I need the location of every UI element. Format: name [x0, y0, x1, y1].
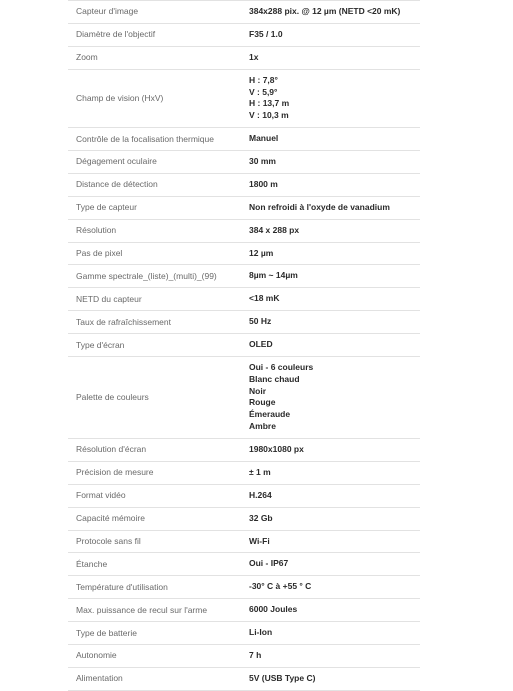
- spec-row: [68, 622, 420, 645]
- spec-value: [246, 507, 420, 530]
- spec-value-line: 384x288 pix. @ 12 µm (NETD <20 mK): [249, 6, 401, 17]
- spec-value: [246, 288, 420, 311]
- spec-value-line: 1980x1080 px: [249, 444, 304, 455]
- spec-value-line: 32 Gb: [249, 512, 273, 523]
- spec-row: [68, 530, 420, 553]
- spec-value: [246, 311, 420, 334]
- spec-label: Gamme spectrale_(liste)_(multi)_(99): [76, 270, 217, 281]
- spec-value-line: Émeraude: [249, 409, 291, 420]
- spec-value-line: V : 5,9°: [249, 86, 278, 97]
- spec-row: [68, 507, 420, 530]
- spec-value: [246, 69, 420, 127]
- spec-value: [246, 128, 420, 151]
- spec-label: Palette de couleurs: [76, 391, 149, 402]
- spec-value-line: Manuel: [249, 133, 279, 144]
- spec-row: [68, 288, 420, 311]
- spec-row: [68, 484, 420, 507]
- spec-value-line: Rouge: [249, 397, 276, 408]
- spec-value: [246, 622, 420, 645]
- spec-row: [68, 150, 420, 173]
- spec-value: [246, 173, 420, 196]
- spec-label: Pas de pixel: [76, 247, 123, 258]
- spec-value-line: 1800 m: [249, 178, 278, 189]
- spec-value: [246, 150, 420, 173]
- specifications-body: [68, 1, 420, 691]
- spec-label: Type d'écran: [76, 339, 125, 350]
- spec-row: [68, 1, 420, 24]
- spec-row: [68, 311, 420, 334]
- spec-row: [68, 219, 420, 242]
- spec-value-line: Oui - 6 couleurs: [249, 362, 314, 373]
- spec-value-line: 1x: [249, 51, 259, 62]
- spec-value-line: Blanc chaud: [249, 373, 300, 384]
- spec-value-line: 50 Hz: [249, 316, 272, 327]
- spec-label: NETD du capteur: [76, 293, 142, 304]
- spec-value-line: Non refroidi à l'oxyde de vanadium: [249, 201, 390, 212]
- spec-value-line: OLED: [249, 339, 273, 350]
- spec-row: [68, 461, 420, 484]
- spec-value: [246, 23, 420, 46]
- spec-label: Capteur d'image: [76, 6, 139, 17]
- spec-value-line: 30 mm: [249, 156, 276, 166]
- spec-label: Résolution d'écran: [76, 444, 147, 455]
- spec-row: [68, 23, 420, 46]
- spec-label: Format vidéo: [76, 490, 126, 501]
- spec-row: [68, 599, 420, 622]
- spec-label: Capacité mémoire: [76, 513, 145, 524]
- spec-row: [68, 242, 420, 265]
- spec-row: [68, 265, 420, 288]
- spec-label: Protocole sans fil: [76, 535, 141, 546]
- spec-value: [246, 242, 420, 265]
- spec-value-line: Oui - IP67: [249, 558, 289, 569]
- spec-label: Type de capteur: [76, 202, 137, 213]
- spec-label: Étanche: [76, 558, 108, 569]
- spec-value-line: 7 h: [249, 650, 262, 661]
- spec-label: Distance de détection: [76, 179, 158, 190]
- spec-row: [68, 438, 420, 461]
- spec-value: [246, 484, 420, 507]
- spec-label: Taux de rafraîchissement: [76, 316, 171, 327]
- spec-value: [246, 219, 420, 242]
- spec-value: [246, 644, 420, 667]
- spec-value: [246, 553, 420, 576]
- spec-value: [246, 196, 420, 219]
- spec-value-line: Wi-Fi: [249, 535, 270, 546]
- spec-value-line: 12 µm: [249, 247, 274, 258]
- spec-value: [246, 265, 420, 288]
- spec-value-line: 384 x 288 px: [249, 224, 300, 235]
- spec-value-line: Li-Ion: [249, 627, 273, 638]
- spec-row: [68, 173, 420, 196]
- spec-value-line: Ambre: [249, 421, 276, 432]
- spec-value: [246, 576, 420, 599]
- spec-value-line: V : 10,3 m: [249, 110, 289, 121]
- spec-value: [246, 1, 420, 24]
- spec-label: Contrôle de la focalisation thermique: [76, 133, 214, 144]
- spec-value-line: -30° C à +55 ° C: [249, 581, 312, 592]
- spec-value-line: F35 / 1.0: [249, 28, 283, 39]
- spec-value-line: H.264: [249, 489, 272, 500]
- spec-value: [246, 667, 420, 690]
- spec-value-line: H : 13,7 m: [249, 98, 290, 109]
- spec-value-line: <18 mK: [249, 293, 280, 304]
- spec-value: [246, 530, 420, 553]
- spec-value: [246, 599, 420, 622]
- spec-value-line: 5V (USB Type C): [249, 672, 316, 683]
- spec-row: [68, 576, 420, 599]
- spec-row: [68, 644, 420, 667]
- spec-value: [246, 46, 420, 69]
- spec-row: [68, 69, 420, 127]
- spec-label: Champ de vision (HxV): [76, 92, 164, 103]
- spec-label: Type de batterie: [76, 627, 137, 638]
- spec-row: [68, 667, 420, 690]
- spec-value-line: H : 7,8°: [249, 74, 278, 85]
- spec-row: [68, 196, 420, 219]
- spec-row: [68, 553, 420, 576]
- spec-value-line: 8µm ~ 14µm: [249, 270, 298, 281]
- spec-label: Résolution: [76, 225, 117, 236]
- spec-label: Max. puissance de recul sur l'arme: [76, 604, 208, 615]
- spec-value-line: Noir: [249, 385, 266, 396]
- spec-value: [246, 461, 420, 484]
- spec-label: Dégagement oculaire: [76, 156, 157, 167]
- spec-label: Zoom: [76, 52, 98, 63]
- spec-value: [246, 438, 420, 461]
- spec-value: [246, 334, 420, 357]
- spec-row: [68, 356, 420, 438]
- spec-row: [68, 46, 420, 69]
- spec-row: [68, 128, 420, 151]
- specifications-table: [68, 0, 420, 691]
- spec-label: Température d'utilisation: [76, 581, 168, 592]
- spec-value: [246, 356, 420, 438]
- spec-label: Autonomie: [76, 650, 117, 661]
- spec-label: Diamètre de l'objectif: [76, 29, 156, 40]
- spec-value-line: ± 1 m: [249, 466, 271, 477]
- spec-label: Précision de mesure: [76, 467, 154, 478]
- spec-row: [68, 334, 420, 357]
- spec-label: Alimentation: [76, 673, 123, 684]
- spec-value-line: 6000 Joules: [249, 604, 298, 615]
